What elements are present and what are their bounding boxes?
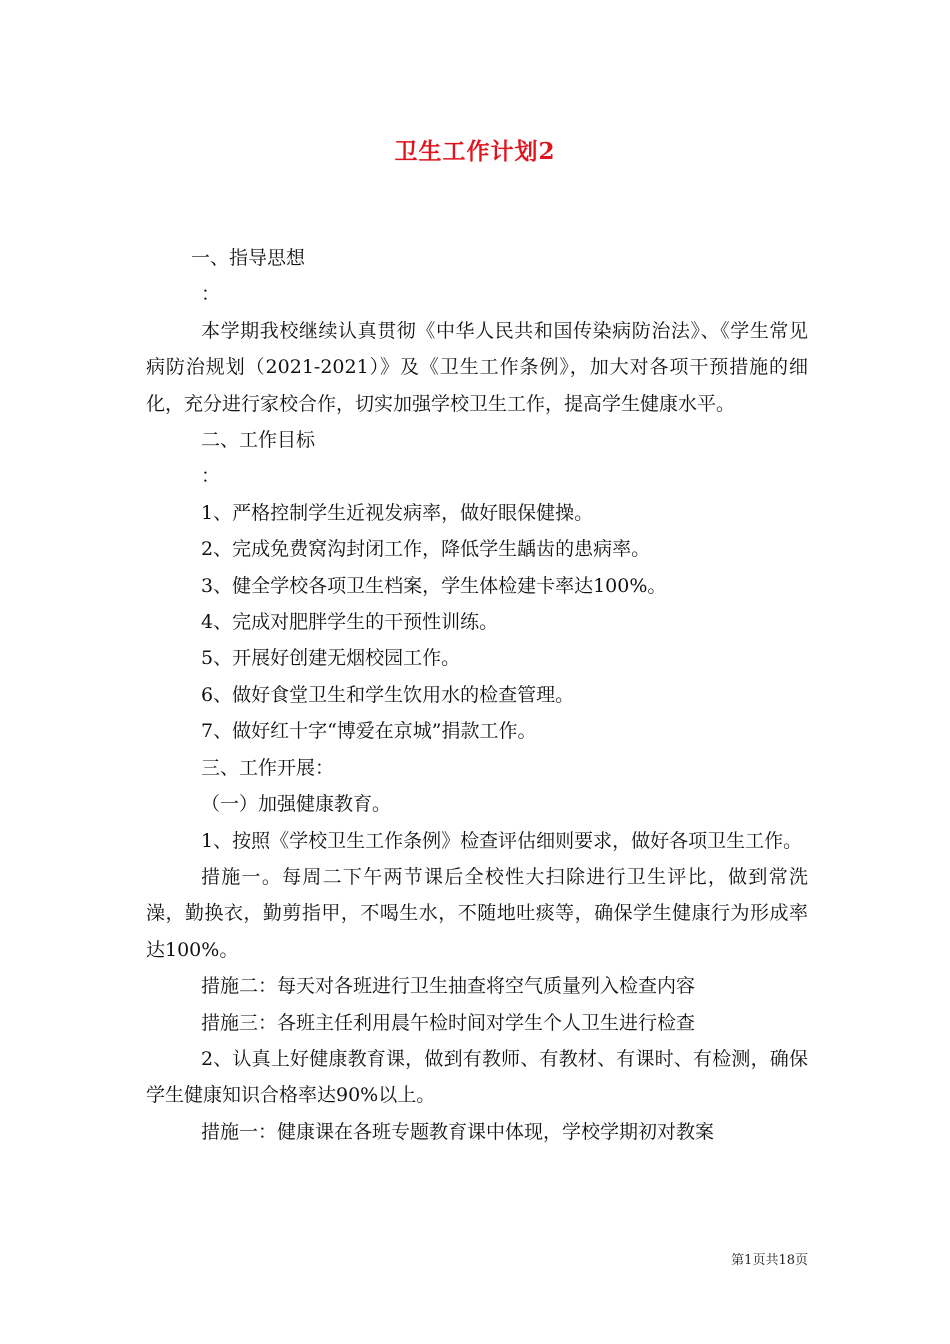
paragraph-g3: 3、健全学校各项卫生档案，学生体检建卡率达100%。 [201,574,667,597]
paragraph-p7: 措施一：健康课在各班专题教育课中体现，学校学期初对教案 [201,1120,715,1143]
paragraph-g7: 7、做好红十字“博爱在京城”捐款工作。 [201,720,537,743]
paragraph-p5: 措施三：各班主任利用晨午检时间对学生个人卫生进行检查 [201,1011,696,1034]
paragraph-p2: 1、按照《学校卫生工作条例》检查评估细则要求，做好各项卫生工作。 [201,829,803,852]
document-body [146,240,808,1150]
paragraph-c1: ： [201,283,221,306]
paragraph-g5: 5、开展好创建无烟校园工作。 [201,647,461,670]
page-footer: 第1页共18页 [731,1253,808,1268]
paragraph-p4: 措施二：每天对各班进行卫生抽查将空气质量列入检查内容 [201,975,696,998]
paragraph-s1: （一）加强健康教育。 [201,793,392,816]
paragraph-g4: 4、完成对肥胖学生的干预性训练。 [201,611,499,634]
paragraph-h2: 二、工作目标 [201,429,316,452]
paragraph-h1: 一、指导思想 [191,247,306,269]
paragraph-g2: 2、完成免费窝沟封闭工作，降低学生龋齿的患病率。 [201,538,651,561]
paragraph-p6: 2、认真上好健康教育课，做到有教师、有教材、有课时、有检测，确保学生健康知识合格率达90%以上。 [146,1047,808,1107]
document-title: 卫生工作计划2 [394,138,556,165]
paragraph-c2: ： [201,465,221,488]
paragraph-p3: 措施一。每周二下午两节课后全校性大扫除进行卫生评比，做到常洗澡，勤换衣，勤剪指甲，不喝生水，不随地吐痰等，确保学生健康行为形成率达100%。 [146,865,808,961]
paragraph-g6: 6、做好食堂卫生和学生饮用水的检查管理。 [201,683,575,706]
paragraph-g1: 1、严格控制学生近视发病率，做好眼保健操。 [201,501,594,524]
paragraph-h3: 三、工作开展： [201,756,335,779]
paragraph-p1: 本学期我校继续认真贯彻《中华人民共和国传染病防治法》、《学生常见病防治规划（2021-2021）》及《卫生工作条例》，加大对各项干预措施的细化，充分进行家校合作，切实加强学校卫生工作，提高学生健康水平。 [146,319,808,415]
